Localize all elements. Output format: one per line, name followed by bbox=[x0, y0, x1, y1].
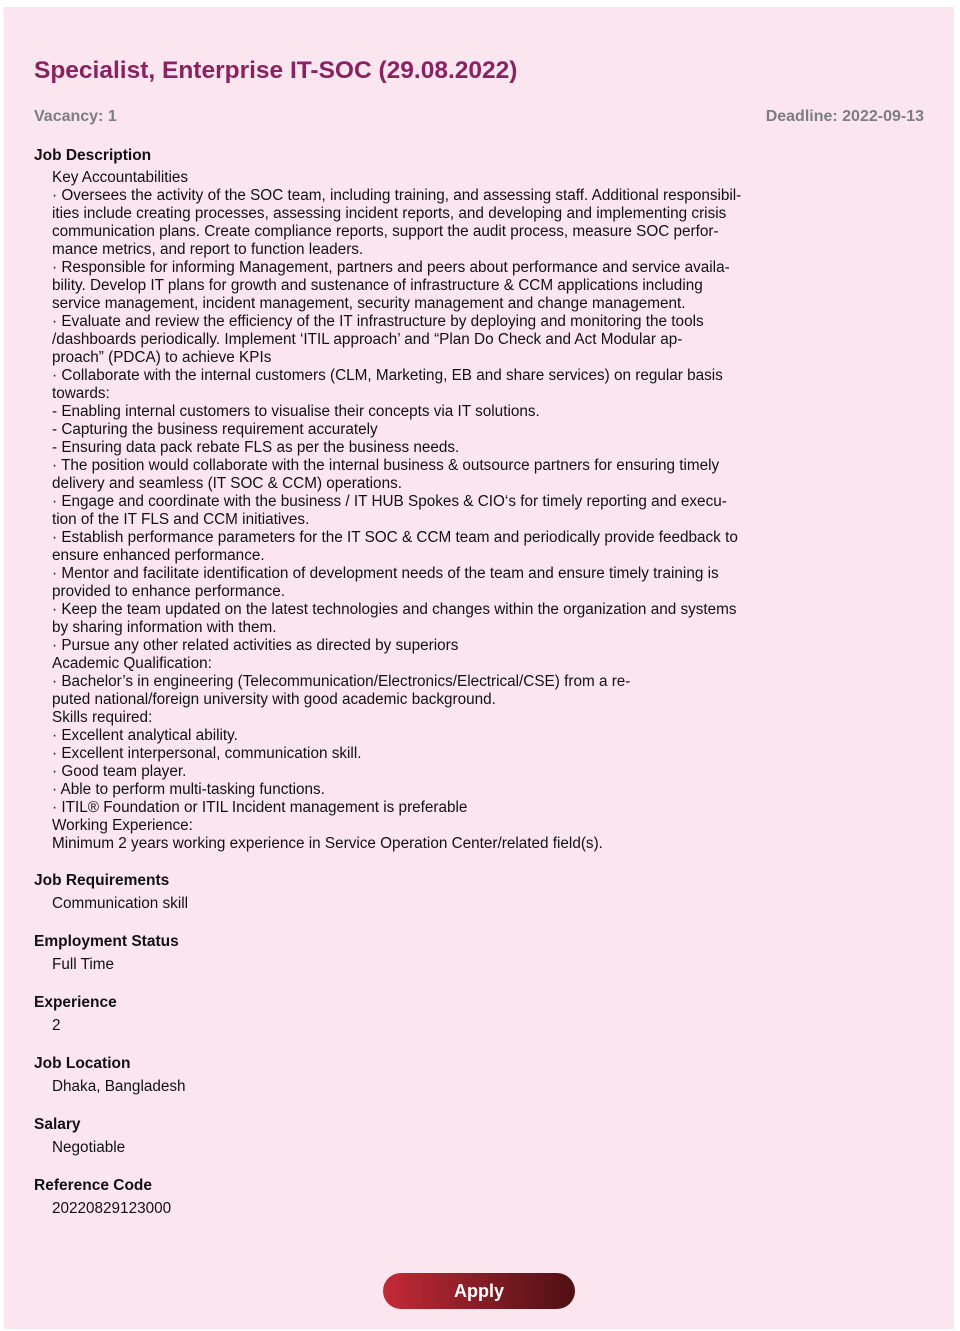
job-title: Specialist, Enterprise IT-SOC (29.08.2022) bbox=[34, 57, 518, 84]
description-line: · Excellent interpersonal, communication skill. bbox=[52, 745, 362, 762]
description-line: · ITIL® Foundation or ITIL Incident management is preferable bbox=[52, 799, 468, 816]
description-line: ities include creating processes, assessing incident reports, and developing and implementing crisis bbox=[52, 205, 727, 222]
section-heading: Job Requirements bbox=[34, 872, 170, 889]
apply-button[interactable]: Apply bbox=[383, 1273, 575, 1309]
description-line: towards: bbox=[52, 385, 110, 402]
detail-section-job-requirements bbox=[34, 871, 914, 914]
section-heading: Reference Code bbox=[34, 1177, 153, 1194]
description-line: - Enabling internal customers to visualise their concepts via IT solutions. bbox=[52, 403, 540, 420]
description-line: puted national/foreign university with good academic background. bbox=[52, 691, 496, 708]
vacancy-count: Vacancy: 1 bbox=[34, 108, 117, 125]
description-line: mance metrics, and report to function leaders. bbox=[52, 241, 364, 258]
description-line: by sharing information with them. bbox=[52, 619, 277, 636]
detail-section-job-location bbox=[34, 1054, 914, 1097]
description-line: Skills required: bbox=[52, 709, 153, 726]
description-line: · Keep the team updated on the latest technologies and changes within the organization and systems bbox=[52, 601, 737, 618]
job-description-section bbox=[34, 146, 914, 853]
detail-section-reference-code bbox=[34, 1176, 914, 1219]
section-value: Dhaka, Bangladesh bbox=[52, 1078, 186, 1095]
description-line: delivery and seamless (IT SOC & CCM) operations. bbox=[52, 475, 402, 492]
section-value: Communication skill bbox=[52, 895, 189, 912]
description-line: · Engage and coordinate with the business / IT HUB Spokes & CIO‘s for timely reporting and execu- bbox=[52, 493, 727, 510]
description-line: · Bachelor’s in engineering (Telecommunication/Electronics/Electrical/CSE) from a re- bbox=[52, 673, 631, 690]
description-line: - Capturing the business requirement accurately bbox=[52, 421, 378, 438]
description-line: · Pursue any other related activities as directed by superiors bbox=[52, 637, 459, 654]
description-line: bility. Develop IT plans for growth and sustenance of infrastructure & CCM applications including bbox=[52, 277, 703, 294]
description-line: Minimum 2 years working experience in Service Operation Center/related field(s). bbox=[52, 835, 603, 852]
description-line: ensure enhanced performance. bbox=[52, 547, 265, 564]
description-line: provided to enhance performance. bbox=[52, 583, 286, 600]
section-heading: Job Description bbox=[34, 147, 152, 164]
section-value: 2 bbox=[52, 1017, 61, 1034]
description-line: · Establish performance parameters for the IT SOC & CCM team and periodically provide feedback to bbox=[52, 529, 738, 546]
description-line: communication plans. Create compliance reports, support the audit process, measure SOC perfor- bbox=[52, 223, 719, 240]
description-line: · Good team player. bbox=[52, 763, 187, 780]
description-line: · Collaborate with the internal customers (CLM, Marketing, EB and share services) on regular basis bbox=[52, 367, 723, 384]
section-value: 20220829123000 bbox=[52, 1200, 172, 1217]
description-line: Key Accountabilities bbox=[52, 169, 189, 186]
description-line: tion of the IT FLS and CCM initiatives. bbox=[52, 511, 310, 528]
job-card bbox=[4, 7, 954, 1329]
description-line: /dashboards periodically. Implement ‘ITIL approach’ and “Plan Do Check and Act Modular ap- bbox=[52, 331, 683, 348]
section-heading: Salary bbox=[34, 1116, 81, 1133]
description-line: · Mentor and facilitate identification of development needs of the team and ensure timely training is bbox=[52, 565, 719, 582]
section-heading: Employment Status bbox=[34, 933, 179, 950]
section-heading: Job Location bbox=[34, 1055, 131, 1072]
detail-section-employment-status bbox=[34, 932, 914, 975]
description-line: · Oversees the activity of the SOC team, including training, and assessing staff. Additional responsibil- bbox=[52, 187, 742, 204]
description-line: - Ensuring data pack rebate FLS as per the business needs. bbox=[52, 439, 460, 456]
description-line: Working Experience: bbox=[52, 817, 193, 834]
detail-section-experience bbox=[34, 993, 914, 1036]
job-details bbox=[34, 146, 914, 1237]
description-line: · The position would collaborate with the internal business & outsource partners for ensuring timely bbox=[52, 457, 720, 474]
description-line: · Responsible for informing Management, partners and peers about performance and service availa- bbox=[52, 259, 730, 276]
description-line: · Evaluate and review the efficiency of the IT infrastructure by deploying and monitoring the tools bbox=[52, 313, 704, 330]
section-value: Negotiable bbox=[52, 1139, 126, 1156]
description-line: · Excellent analytical ability. bbox=[52, 727, 238, 744]
section-value: Full Time bbox=[52, 956, 115, 973]
section-heading: Experience bbox=[34, 994, 117, 1011]
description-line: proach” (PDCA) to achieve KPIs bbox=[52, 349, 272, 366]
description-line: service management, incident management, security management and change management. bbox=[52, 295, 686, 312]
deadline: Deadline: 2022-09-13 bbox=[765, 108, 924, 125]
detail-section-salary bbox=[34, 1115, 914, 1158]
job-description-text bbox=[34, 169, 914, 853]
description-line: · Able to perform multi-tasking functions. bbox=[52, 781, 325, 798]
description-line: Academic Qualification: bbox=[52, 655, 212, 672]
